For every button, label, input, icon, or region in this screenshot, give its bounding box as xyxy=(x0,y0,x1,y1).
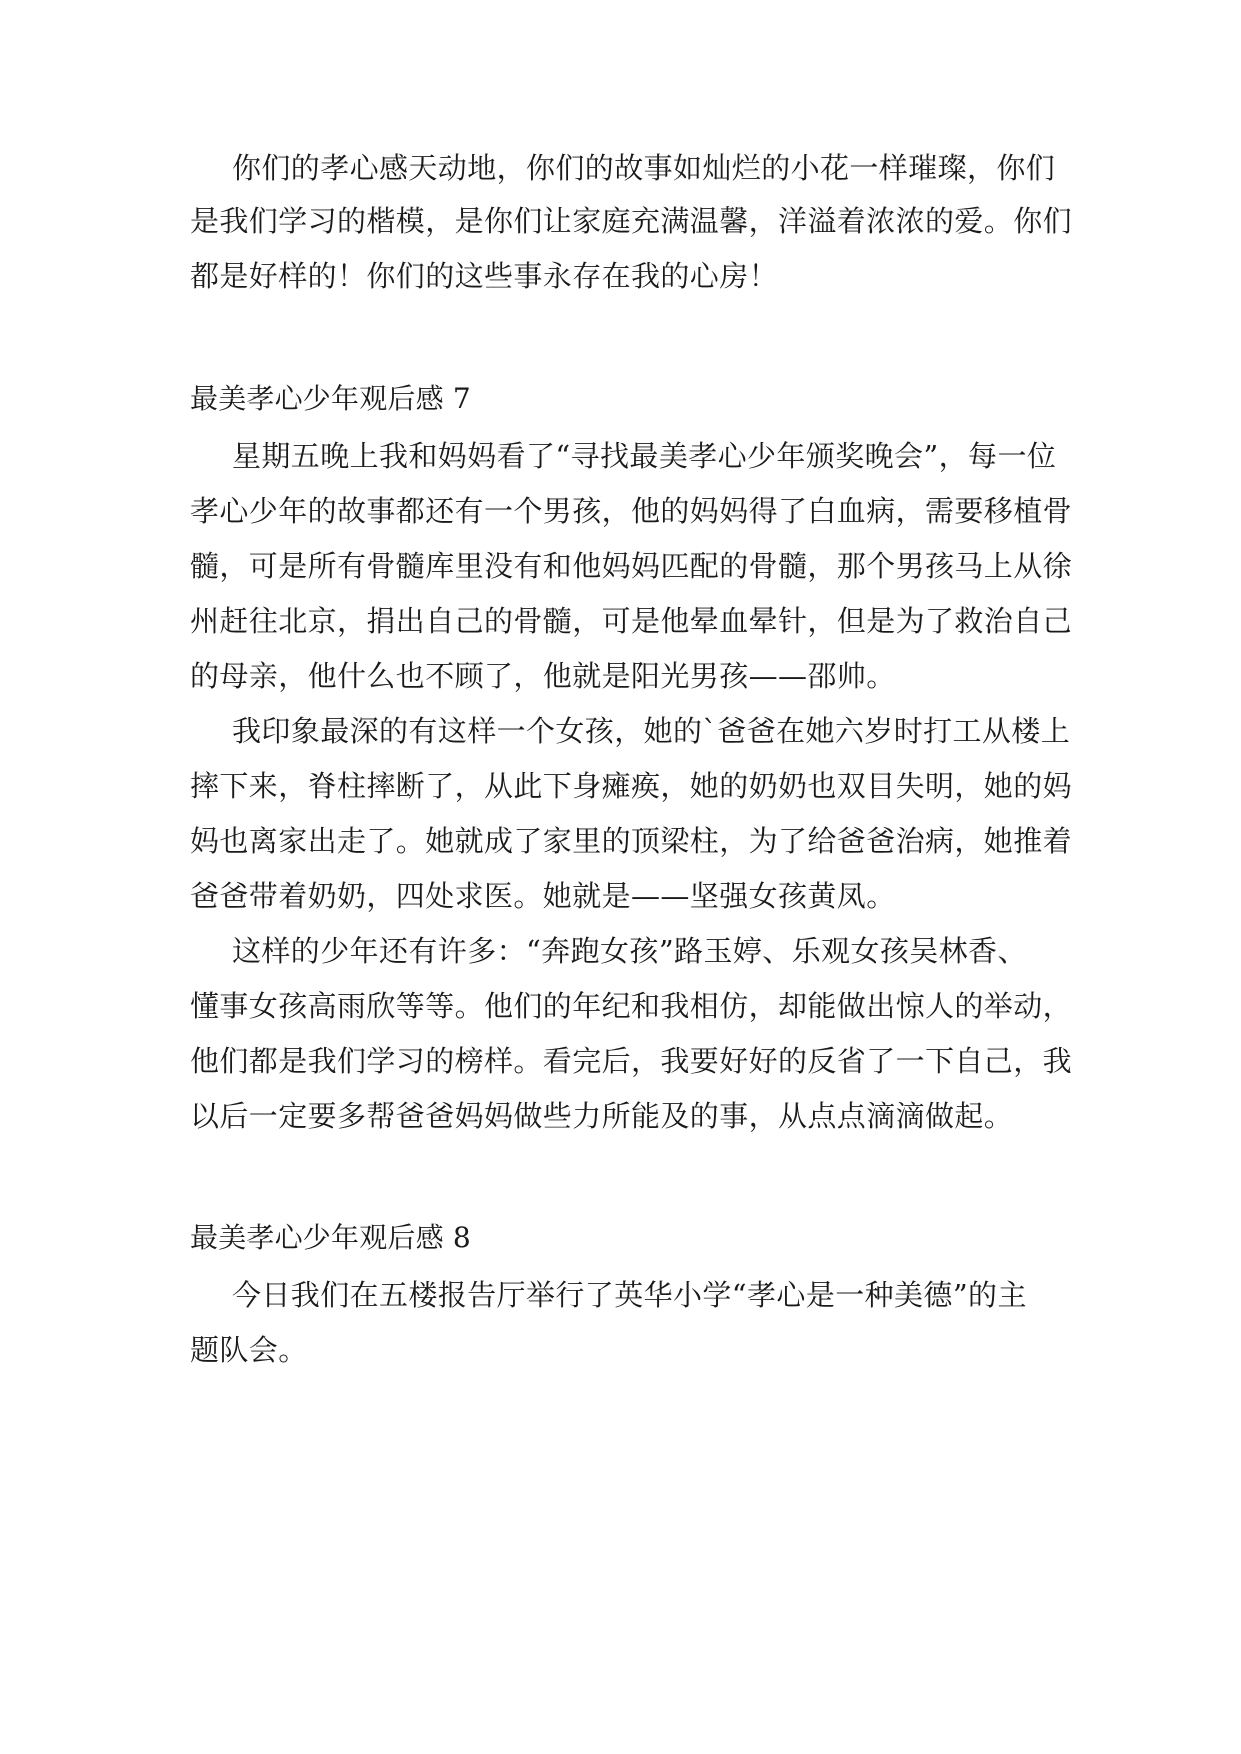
essay-7-p2-line-1: 我印象最深的有这样一个女孩，她的`爸爸在她六岁时打工从楼上 xyxy=(232,714,1071,748)
intro-line-2: 是我们学习的楷模，是你们让家庭充满温馨，洋溢着浓浓的爱。你们 xyxy=(190,204,1073,238)
essay-7-heading: 最美孝心少年观后感 7 xyxy=(190,382,471,415)
essay-7-p2-line-3: 妈也离家出走了。她就成了家里的顶梁柱，为了给爸爸治病，她推着 xyxy=(190,824,1073,858)
essay-7-p1-line-2: 孝心少年的故事都还有一个男孩，他的妈妈得了白血病，需要移植骨 xyxy=(190,494,1073,528)
essay-7-p1-line-1: 星期五晚上我和妈妈看了“寻找最美孝心少年颁奖晚会”，每一位 xyxy=(232,439,1057,473)
essay-8-p1-line-2: 题队会。 xyxy=(190,1333,308,1367)
essay-7-p3-line-4: 以后一定要多帮爸爸妈妈做些力所能及的事，从点点滴滴做起。 xyxy=(190,1099,1014,1133)
essay-8-p1-line-1: 今日我们在五楼报告厅举行了英华小学“孝心是一种美德”的主 xyxy=(232,1278,1027,1312)
essay-7-p1-line-4: 州赶往北京，捐出自己的骨髓，可是他晕血晕针，但是为了救治自己 xyxy=(190,604,1073,638)
essay-7-p3-line-2: 懂事女孩高雨欣等等。他们的年纪和我相仿，却能做出惊人的举动， xyxy=(190,989,1073,1023)
intro-line-1: 你们的孝心感天动地，你们的故事如灿烂的小花一样璀璨，你们 xyxy=(232,151,1056,185)
essay-7-p2-line-2: 摔下来，脊柱摔断了，从此下身瘫痪，她的奶奶也双目失明，她的妈 xyxy=(190,769,1073,803)
essay-7-p1-line-5: 的母亲，他什么也不顾了，他就是阳光男孩——邵帅。 xyxy=(190,659,896,693)
intro-line-3: 都是好样的！你们的这些事永存在我的心房！ xyxy=(190,259,779,293)
essay-7-p3-line-3: 他们都是我们学习的榜样。看完后，我要好好的反省了一下自己，我 xyxy=(190,1044,1073,1078)
essay-7-p2-line-4: 爸爸带着奶奶，四处求医。她就是——坚强女孩黄凤。 xyxy=(190,879,896,913)
essay-7-p1-line-3: 髓，可是所有骨髓库里没有和他妈妈匹配的骨髓，那个男孩马上从徐 xyxy=(190,549,1073,583)
essay-7-p3-line-1: 这样的少年还有许多：“奔跑女孩”路玉婷、乐观女孩吴林香、 xyxy=(232,934,1027,968)
essay-8-heading: 最美孝心少年观后感 8 xyxy=(190,1221,471,1254)
